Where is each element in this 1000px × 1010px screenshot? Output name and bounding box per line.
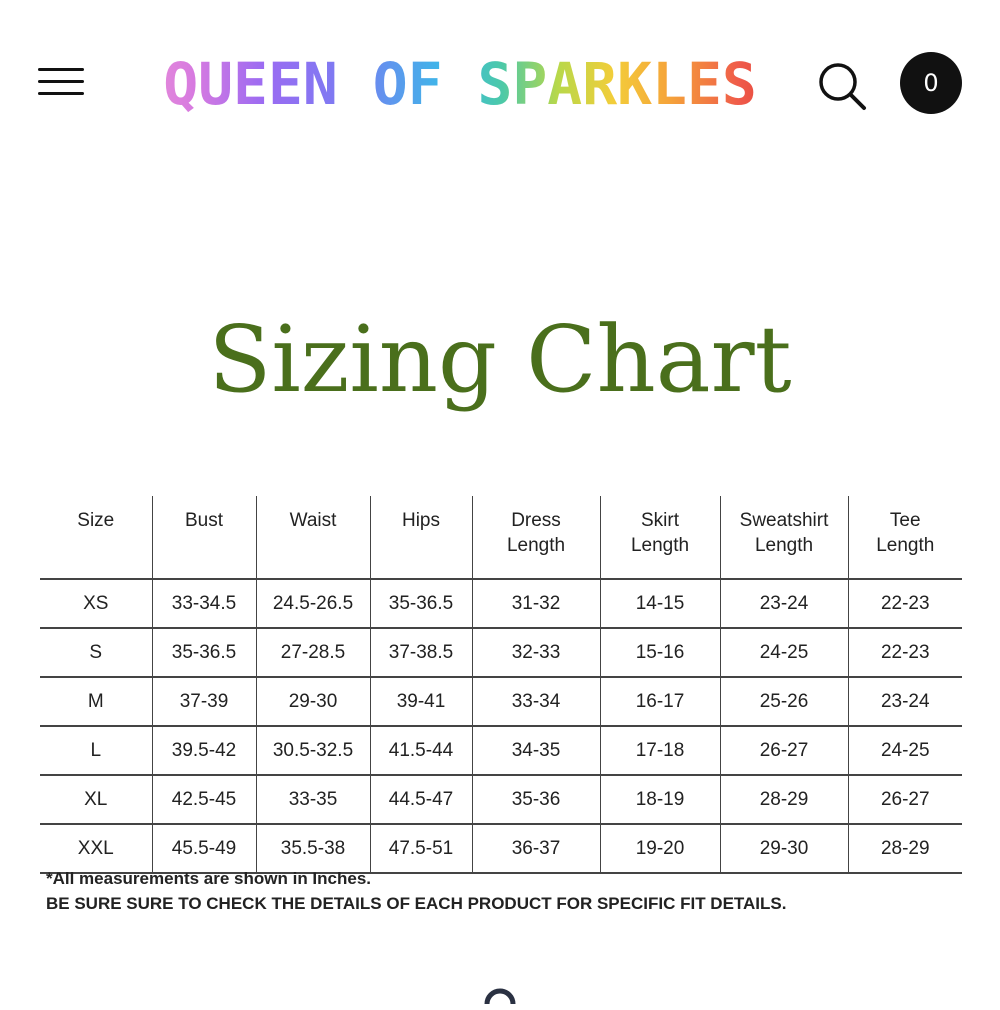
table-cell: 24.5-26.5 (256, 579, 370, 628)
column-header: Hips (370, 496, 472, 579)
column-header: Waist (256, 496, 370, 579)
table-cell: 26-27 (720, 726, 848, 775)
cart-count-badge[interactable]: 0 (900, 52, 962, 114)
table-cell: 35-36 (472, 775, 600, 824)
table-cell: L (40, 726, 152, 775)
table-cell: 24-25 (720, 628, 848, 677)
table-cell: 25-26 (720, 677, 848, 726)
table-cell: 31-32 (472, 579, 600, 628)
table-cell: 17-18 (600, 726, 720, 775)
table-cell: 33-34 (472, 677, 600, 726)
measurement-note: *All measurements are shown in Inches. (46, 869, 372, 888)
table-header-row (40, 496, 962, 579)
table-cell: XXL (40, 824, 152, 873)
table-cell: 22-23 (848, 628, 962, 677)
table-cell: 39.5-42 (152, 726, 256, 775)
table-cell: 35-36.5 (152, 628, 256, 677)
table-row (40, 628, 962, 677)
table-row (40, 726, 962, 775)
menu-bar (38, 68, 84, 71)
table-cell: 28-29 (848, 824, 962, 873)
table-cell: 18-19 (600, 775, 720, 824)
column-header: Skirt Length (600, 496, 720, 579)
table-cell: 27-28.5 (256, 628, 370, 677)
brand-logo[interactable]: QUEEN OF SPARKLES (110, 44, 810, 124)
column-header: Dress Length (472, 496, 600, 579)
table-cell: 39-41 (370, 677, 472, 726)
site-header (0, 0, 1000, 165)
table-cell: 41.5-44 (370, 726, 472, 775)
table-cell: 14-15 (600, 579, 720, 628)
table-cell: 15-16 (600, 628, 720, 677)
table-cell: 36-37 (472, 824, 600, 873)
table-cell: XS (40, 579, 152, 628)
column-header: Bust (152, 496, 256, 579)
table-cell: 16-17 (600, 677, 720, 726)
table-cell: 44.5-47 (370, 775, 472, 824)
table-cell: 30.5-32.5 (256, 726, 370, 775)
page-title: Sizing Chart (208, 306, 792, 413)
table-cell: 45.5-49 (152, 824, 256, 873)
table-row (40, 775, 962, 824)
table-cell: 23-24 (848, 677, 962, 726)
table-row (40, 579, 962, 628)
table-cell: 37-38.5 (370, 628, 472, 677)
table-cell: 37-39 (152, 677, 256, 726)
table-cell: 28-29 (720, 775, 848, 824)
table-cell: 19-20 (600, 824, 720, 873)
table-cell: 34-35 (472, 726, 600, 775)
table-cell: S (40, 628, 152, 677)
partial-icon (480, 986, 520, 1006)
size-chart (40, 496, 962, 874)
table-cell: 29-30 (256, 677, 370, 726)
table-cell: 32-33 (472, 628, 600, 677)
size-chart-notes (46, 866, 966, 916)
hamburger-menu-icon[interactable] (38, 66, 86, 98)
table-cell: 23-24 (720, 579, 848, 628)
column-header: Tee Length (848, 496, 962, 579)
table-cell: 22-23 (848, 579, 962, 628)
table-cell: 35.5-38 (256, 824, 370, 873)
menu-bar (38, 92, 84, 95)
table-cell: 26-27 (848, 775, 962, 824)
table-cell: 29-30 (720, 824, 848, 873)
menu-bar (38, 80, 84, 83)
table-cell: 42.5-45 (152, 775, 256, 824)
fit-details-note: BE SURE SURE TO CHECK THE DETAILS OF EACH PRODUCT FOR SPECIFIC FIT DETAILS. (46, 894, 787, 913)
search-icon[interactable] (816, 60, 868, 112)
table-cell: 24-25 (848, 726, 962, 775)
table-cell: 33-35 (256, 775, 370, 824)
column-header: Size (77, 510, 115, 531)
table-cell: 47.5-51 (370, 824, 472, 873)
size-table (40, 496, 962, 874)
table-row (40, 677, 962, 726)
table-cell: 33-34.5 (152, 579, 256, 628)
table-cell: XL (40, 775, 152, 824)
table-cell: M (40, 677, 152, 726)
column-header: Sweatshirt Length (720, 496, 848, 579)
table-cell: 35-36.5 (370, 579, 472, 628)
